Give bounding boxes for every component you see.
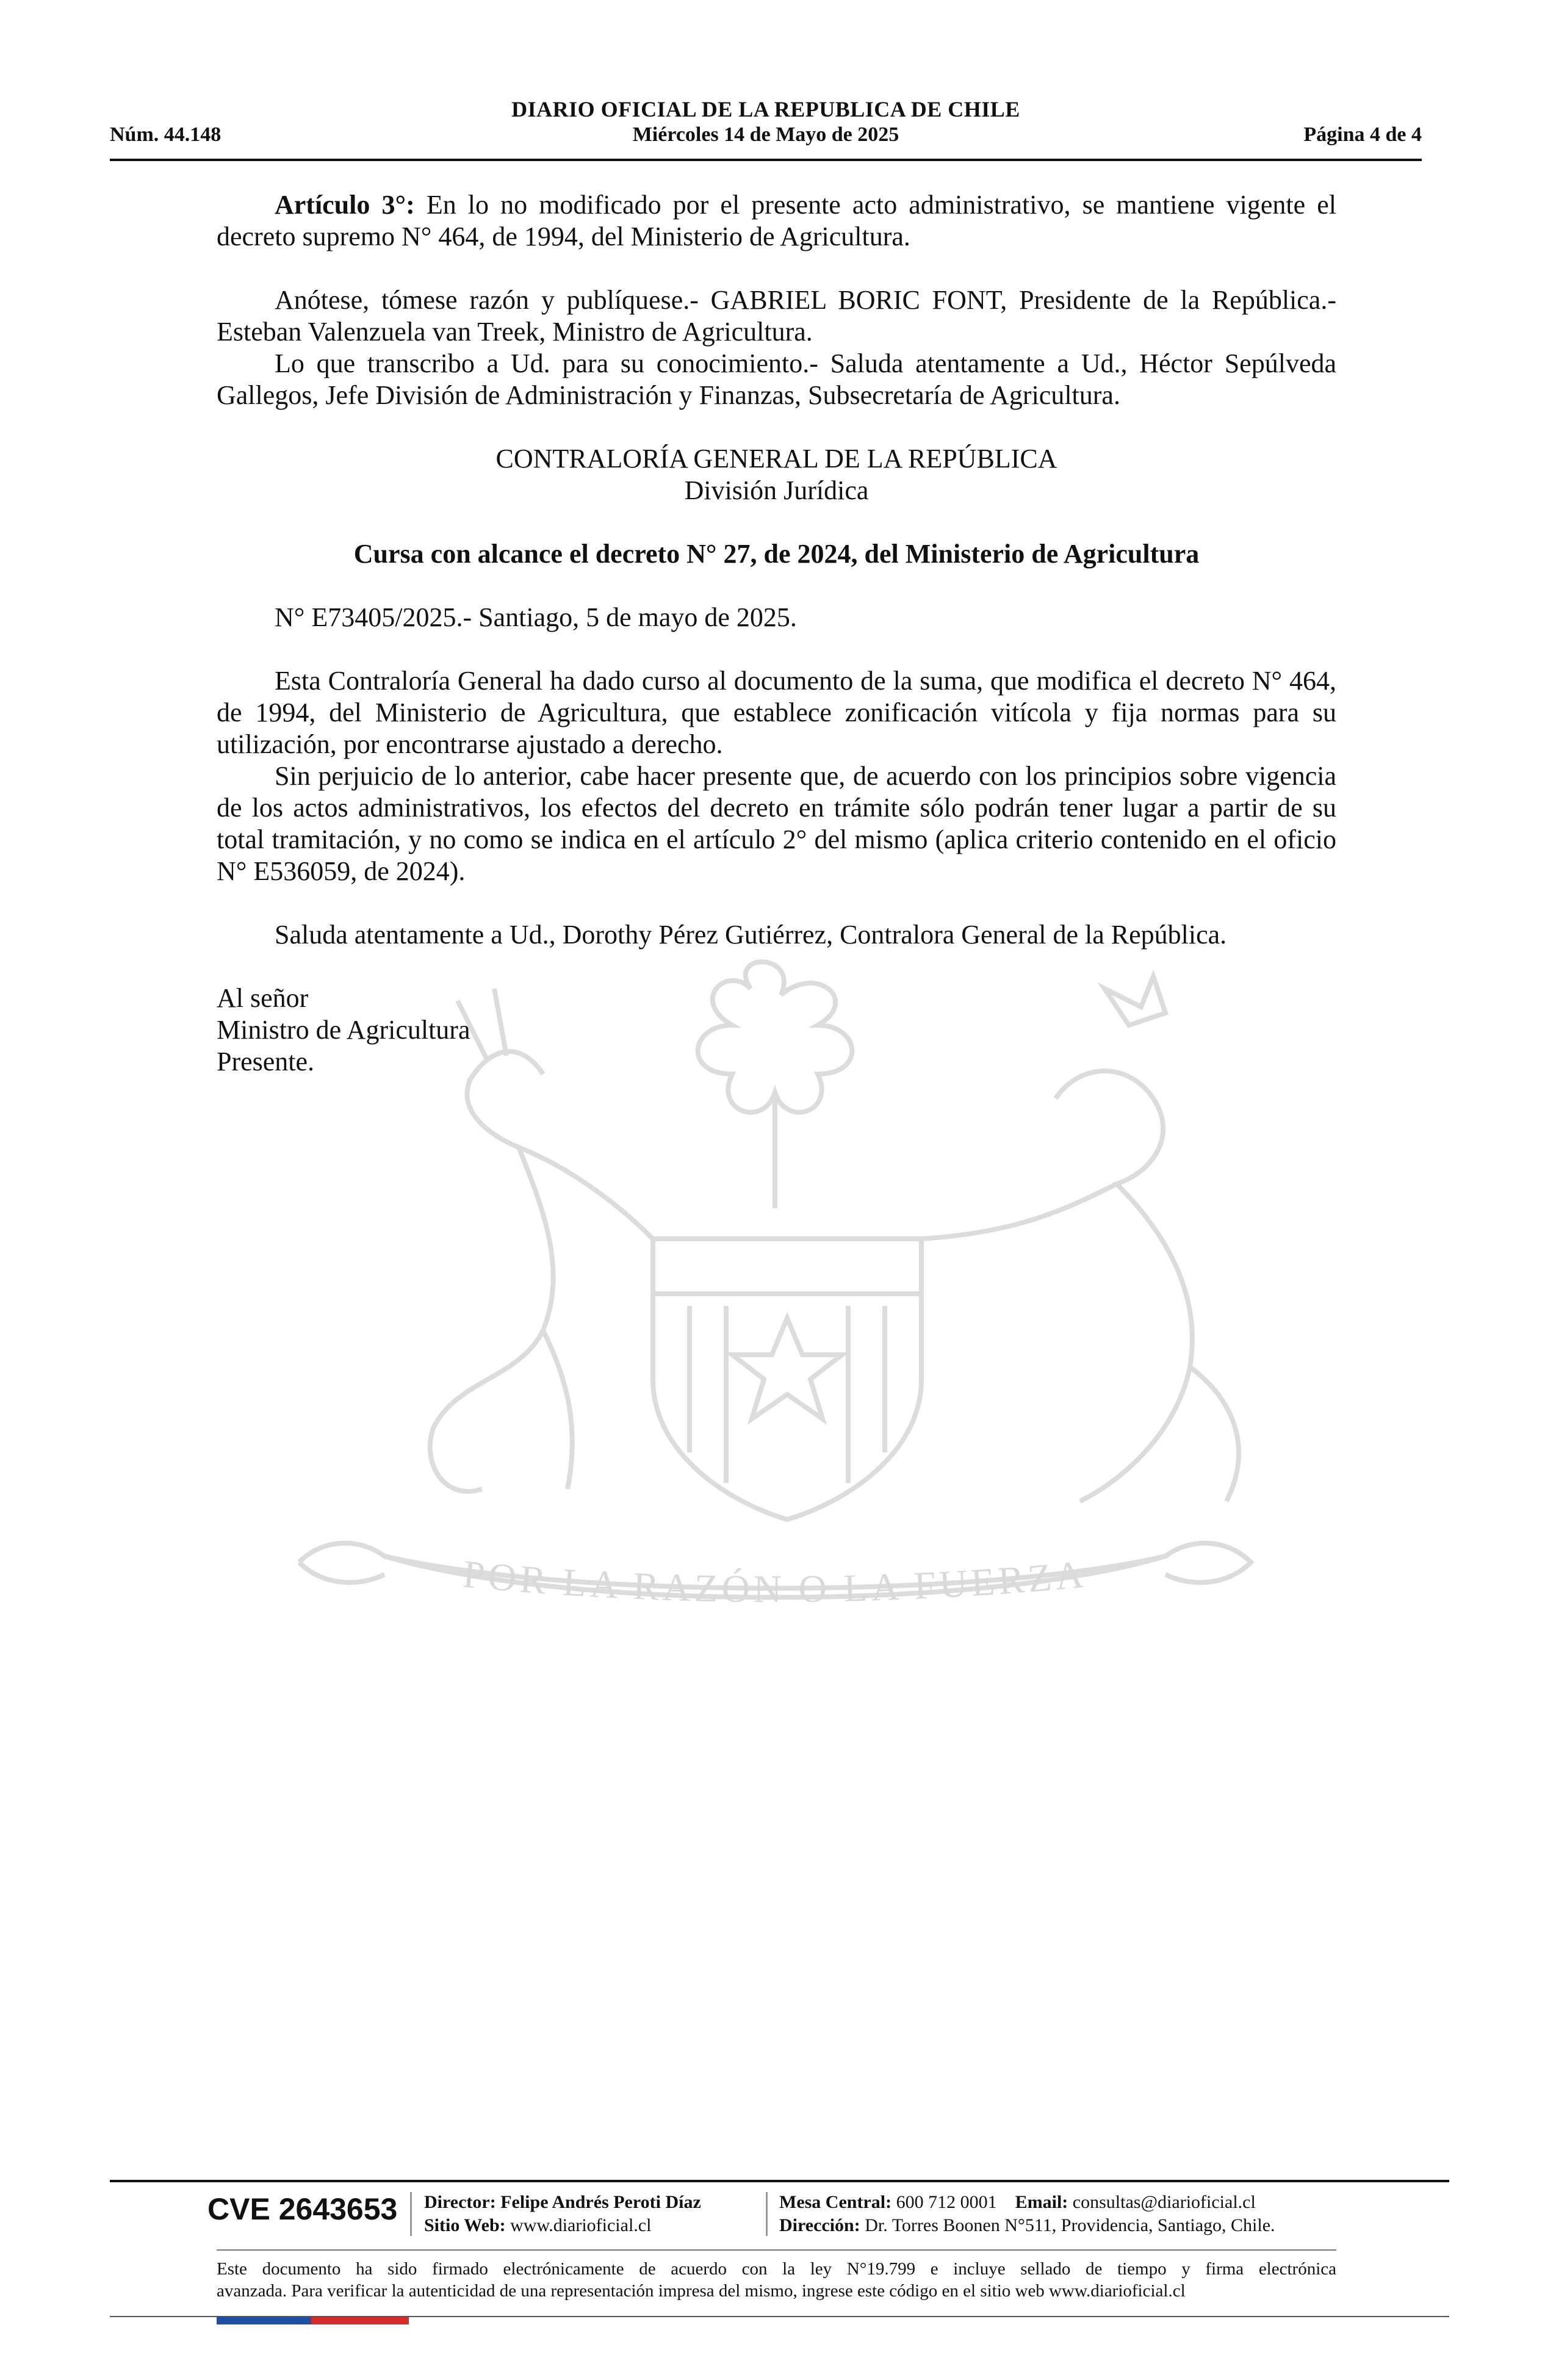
legal-line-2: avanzada. Para verificar la autenticidad de una representación impresa del mismo, ingrese este código en el sitio web www.diarioficial.cl	[217, 2281, 1186, 2301]
page-indicator: Página 4 de 4	[1303, 123, 1422, 146]
division-title: División Jurídica	[684, 475, 869, 505]
cve-code: CVE 2643653	[207, 2192, 398, 2226]
transcribo-paragraph: Lo que transcribo a Ud. para su conocimiento.- Saluda atentamente a Ud., Héctor Sepúlveda Gallegos, Jefe División de Administración y Finanzas, Subsecretaría de Agricultura.	[217, 348, 1336, 410]
footer-divider-2	[766, 2192, 768, 2236]
paragraph-1: Esta Contraloría General ha dado curso al documento de la suma, que modifica el decreto N° 464, de 1994, del Ministerio de Agricultura, que establece zonificación vitícola y fija normas para su utilización, por encontrarse ajustado a derecho.	[217, 666, 1336, 759]
reference-number: N° E73405/2025.- Santiago, 5 de mayo de 2025.	[275, 602, 797, 632]
footer-director: Director: Felipe Andrés Peroti Díaz	[424, 2192, 701, 2212]
footer-director-block	[424, 2191, 701, 2237]
footer-middle-divider	[217, 2249, 1336, 2251]
paragraph-2: Sin perjuicio de lo anterior, cabe hacer presente que, de acuerdo con los principios sobre vigencia de los actos administrativos, los efectos del decreto en trámite sólo podrán tener lugar a partir de su total tramitación, y no como se indica en el artículo 2° del mismo (aplica criterio contenido en el oficio N° E536059, de 2024).	[217, 761, 1336, 886]
page-header	[110, 92, 1422, 161]
legal-notice	[217, 2258, 1336, 2302]
contraloria-title: CONTRALORÍA GENERAL DE LA REPÚBLICA	[495, 444, 1057, 474]
footer-address: Dirección: Dr. Torres Boonen N°511, Providencia, Santiago, Chile.	[779, 2215, 1275, 2235]
addressee-line-1: Al señor	[217, 983, 309, 1013]
article-3	[217, 189, 1336, 253]
article-3-text: En lo no modificado por el presente acto administrativo, se mantiene vigente el decreto supremo N° 464, de 1994, del Ministerio de Agricultura.	[217, 190, 1337, 251]
footer-contact-block	[779, 2191, 1275, 2237]
footer-top-divider	[110, 2180, 1449, 2182]
flag-stripe-red	[311, 2317, 409, 2324]
section-heading: Cursa con alcance el decreto N° 27, de 2024, del Ministerio de Agricultura	[353, 539, 1200, 569]
watermark-motto: POR LA RAZÓN O LA FUERZA	[461, 1552, 1089, 1611]
anotese-paragraph: Anótese, tómese razón y publíquese.- GABRIEL BORIC FONT, Presidente de la República.- Esteban Valenzuela van Treek, Ministro de Agricultura.	[217, 285, 1336, 347]
addressee-line-3: Presente.	[217, 1047, 315, 1076]
footer-contact-line: Mesa Central: 600 712 0001 Email: consultas@diarioficial.cl	[779, 2192, 1256, 2212]
legal-line-1: Este documento ha sido firmado electrónicamente de acuerdo con la ley N°19.799 e incluye sellado de tiempo y firma electrónica	[217, 2259, 1336, 2279]
issue-number: Núm. 44.148	[110, 123, 222, 146]
newspaper-title: DIARIO OFICIAL DE LA REPUBLICA DE CHILE	[511, 97, 1020, 121]
footer-website: Sitio Web: www.diarioficial.cl	[424, 2215, 652, 2235]
addressee-line-2: Ministro de Agricultura	[217, 1015, 470, 1045]
footer-divider-1	[410, 2192, 412, 2236]
document-body	[217, 189, 1336, 1078]
flag-stripe-blue	[217, 2317, 311, 2324]
article-3-label: Artículo 3°:	[275, 190, 415, 220]
closing-salutation: Saluda atentamente a Ud., Dorothy Pérez Gutiérrez, Contralora General de la República.	[275, 920, 1227, 950]
svg-text:POR LA RAZÓN O LA FUERZA	[461, 1552, 1089, 1610]
issue-date: Miércoles 14 de Mayo de 2025	[632, 123, 899, 146]
